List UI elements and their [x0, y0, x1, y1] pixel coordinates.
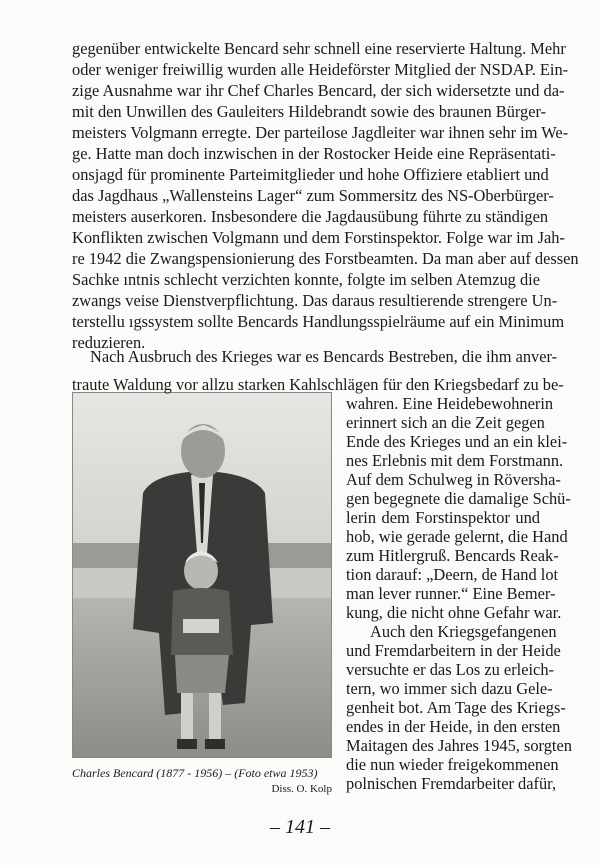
text-line: und Fremdarbeitern in der Heide [346, 641, 561, 660]
text-line: wahren. Eine Heidebewohnerin [346, 394, 554, 413]
text-line: meisters Volgmann erregte. Der parteilose Jagdleiter war ihnen sehr im We- [72, 123, 569, 142]
text-line: reduzieren. [72, 333, 146, 352]
text-line: Sachke ıntnis schlecht verzichten konnte, folgte im selben Atemzug die [72, 270, 540, 289]
text-line: die nun wieder freigekommenen [346, 755, 559, 774]
text-line: hob, wie gerade gelernt, die Hand [346, 527, 568, 546]
text-line: man lever runner.“ Eine Bemer- [346, 584, 556, 603]
text-line: zum Hitlergruß. Bencards Reak- [346, 546, 559, 565]
page-number: – 141 – [270, 816, 330, 838]
text-line: oder weniger freiwillig wurden alle Heideförster Mitglied der NSDAP. Ein- [72, 60, 569, 79]
text-line: tern, wo immer sich dazu Gele- [346, 679, 553, 698]
text-line: erinnert sich an die Zeit gegen [346, 413, 545, 432]
text-line: zwangs veise Dienstverpflichtung. Das daraus resultierende strengere Un- [72, 291, 558, 310]
text-line: onsjagd für prominente Parteimitglieder und hohe Offiziere etabliert und [72, 165, 549, 184]
portrait-photo [72, 392, 332, 758]
text-line: re 1942 die Zwangspensionierung des Forstbeamten. Da man aber auf dessen [72, 249, 579, 268]
text-line: genheit bot. Am Tage des Kriegs- [346, 698, 566, 717]
photo-credit: Diss. O. Kolp [271, 783, 332, 795]
text-line: Nach Ausbruch des Krieges war es Bencards Bestreben, die ihm anver- [90, 347, 558, 366]
text-line: gegenüber entwickelte Bencard sehr schnell eine reservierte Haltung. Mehr [72, 39, 566, 58]
text-line: tion darauf: „Deern, de Hand lot [346, 565, 559, 584]
text-line: Maitagen des Jahres 1945, sorgten [346, 736, 572, 755]
text-line: lerin dem Forstinspektor und [346, 508, 540, 527]
text-line: Konflikten zwischen Volgmann und dem Forstinspektor. Folge war im Jah- [72, 228, 565, 247]
text-line: zige Ausnahme war ihr Chef Charles Bencard, der sich widersetzte und da- [72, 81, 565, 100]
text-line: versuchte er das Los zu erleich- [346, 660, 554, 679]
text-line: nes Erlebnis mit dem Forstmann. [346, 451, 564, 470]
text-line: ge. Hatte man doch inzwischen in der Rostocker Heide eine Repräsentati- [72, 144, 556, 163]
text-line: traute Waldung vor allzu starken Kahlschlägen für den Kriegsbedarf zu be- [72, 375, 564, 394]
text-line: Ende des Krieges und an ein klei- [346, 432, 568, 451]
text-line: polnischen Fremdarbeiter dafür, [346, 774, 557, 793]
text-line: das Jagdhaus „Wallensteins Lager“ zum Sommersitz des NS-Oberbürger- [72, 186, 554, 205]
text-line: kung, die nicht ohne Gefahr war. [346, 603, 562, 622]
text-line: gen begegnete die damalige Schü- [346, 489, 571, 508]
photo-caption: Charles Bencard (1877 - 1956) – (Foto etwa 1953) [72, 766, 318, 780]
text-line: Auf dem Schulweg in Röversha- [346, 470, 561, 489]
photo-image [73, 393, 331, 757]
text-line: terstellu ıgssystem sollte Bencards Handlungsspielräume auf ein Minimum [72, 312, 565, 331]
text-line: endes in der Heide, in den ersten [346, 717, 561, 736]
text-line: mit den Unwillen des Gauleiters Hildebrandt sowie des braunen Bürger- [72, 102, 547, 121]
text-line: Auch den Kriegsgefangenen [370, 622, 557, 641]
text-line: meisters auserkoren. Insbesondere die Jagdausübung führte zu ständigen [72, 207, 549, 226]
